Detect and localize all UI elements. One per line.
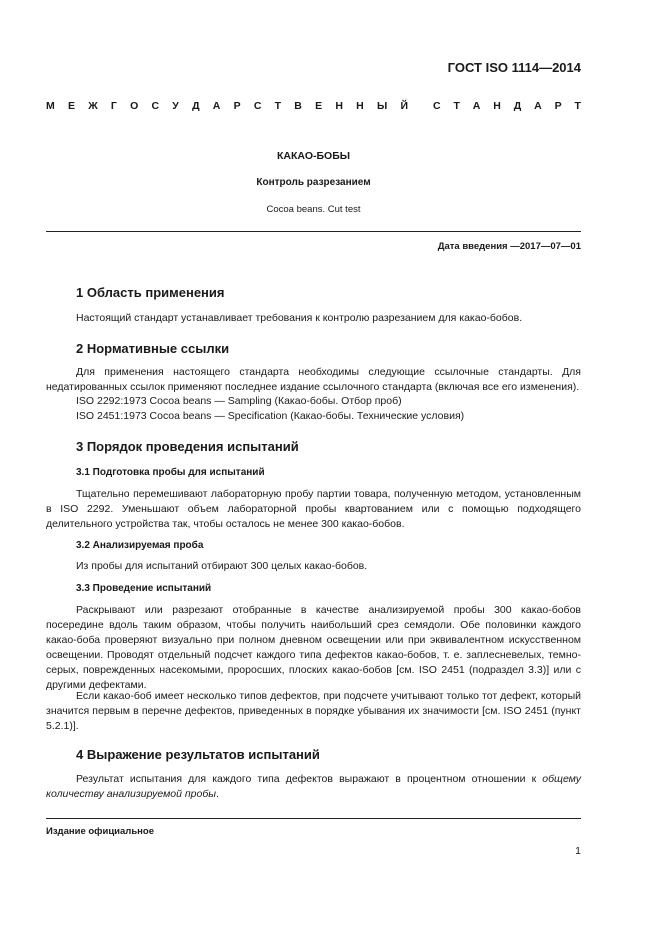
official-edition-label: Издание официальное (46, 826, 154, 837)
letter: А (472, 100, 481, 112)
subsection-3-3-heading: 3.3 Проведение испытаний (76, 583, 212, 594)
footer-divider (46, 818, 581, 819)
letter: С (151, 100, 160, 112)
reference-iso-2451: ISO 2451:1973 Cocoa beans — Specification (Какао-бобы. Технические условия) (76, 410, 465, 422)
section-4-text-end: . (215, 788, 219, 800)
section-3-heading: 3 Порядок проведения испытаний (76, 439, 299, 454)
document-title: КАКАО-БОБЫ (276, 150, 351, 162)
reference-iso-2292: ISO 2292:1973 Cocoa beans — Sampling (Какао-бобы. Отбор проб) (76, 395, 402, 407)
letter: А (212, 100, 221, 112)
letter: Н (356, 100, 364, 112)
subsection-3-3-text-1: Раскрывают или разрезают отобранные в качестве анализируемой пробы 300 какао-бобов посередине вдоль таким образом, чтобы получить наибольший срез семядоли. Обе половинки каждого какао-боба проверяют визуально при полном дневном освещении или при эквивалентном искусственном освещении. Проводят отдельный подсчет каждого типа дефектов какао-бобов, т. е. заплесневелых, темно-серых, поврежденных насекомыми, проросших, плоских какао-бобов [см. ISO 2451 (подраздел 3.3)] или с другими дефектами. (46, 604, 581, 691)
letter: Н (335, 100, 343, 112)
section-2-text: Для применения настоящего стандарта необходимы следующие ссылочные стандарты. Для недатированных ссылок применяют последнее издание ссылочного стандарта (включая все его изменения). (46, 366, 581, 393)
page-number: 1 (575, 845, 581, 857)
document-english-title: Cocoa beans. Cut test (266, 204, 361, 215)
letter: Т (574, 100, 581, 112)
letter: Р (233, 100, 241, 112)
interstate-word (46, 100, 408, 112)
letter: Й (400, 100, 408, 112)
section-4-text-plain: Результат испытания для каждого типа дефектов выражают в процентном отношении к (76, 773, 543, 785)
letter: Г (110, 100, 117, 112)
subsection-3-1-text: Тщательно перемешивают лабораторную пробу партии товара, полученную методом, установленным в ISO 2292. Уменьшают объем лабораторной пробы квартованием или с помощью подходящего делительного устройства так, чтобы осталось не менее 300 какао-бобов. (46, 488, 581, 530)
section-4-text (46, 772, 581, 802)
introduction-date: Дата введения —2017—07—01 (437, 241, 581, 252)
letter: Ж (88, 100, 98, 112)
letter: Т (453, 100, 460, 112)
letter: Р (554, 100, 562, 112)
letter: С (433, 100, 441, 112)
letter: Н (493, 100, 501, 112)
section-4-heading: 4 Выражение результатов испытаний (76, 747, 320, 762)
document-subtitle: Контроль разрезанием (256, 177, 371, 188)
standard-word (433, 100, 581, 112)
letter: С (253, 100, 262, 112)
section-1-text: Настоящий стандарт устанавливает требования к контролю разрезанием для какао-бобов. (76, 312, 523, 324)
letter: Д (513, 100, 522, 112)
letter: Е (315, 100, 323, 112)
subsection-3-2-heading: 3.2 Анализируемая проба (76, 540, 204, 551)
letter: М (46, 100, 55, 112)
document-code: ГОСТ ISO 1114—2014 (447, 60, 581, 75)
section-2-heading: 2 Нормативные ссылки (76, 341, 230, 356)
section-1-heading: 1 Область применения (76, 285, 225, 300)
subsection-3-1-heading: 3.1 Подготовка пробы для испытаний (76, 467, 265, 478)
subsection-3-2-text: Из пробы для испытаний отбирают 300 целых какао-бобов. (76, 560, 368, 572)
letter: Т (274, 100, 282, 112)
letter: Ы (376, 100, 388, 112)
title-divider (46, 231, 581, 232)
letter: А (534, 100, 542, 112)
letter: Е (67, 100, 75, 112)
letter: Д (192, 100, 200, 112)
letter: У (172, 100, 179, 112)
interstate-standard-banner (46, 100, 581, 112)
letter: В (294, 100, 302, 112)
section-4-text-italic: общему количеству анализируемой пробы (46, 773, 581, 800)
letter: О (130, 100, 139, 112)
subsection-3-3-text-2: Если какао-боб имеет несколько типов дефектов, при подсчете учитывают только тот дефект, который значится первым в перечне дефектов, приведенных в порядке убывания их значимости [см. ISO 2451 (пункт 5.2.1)]. (46, 690, 581, 732)
